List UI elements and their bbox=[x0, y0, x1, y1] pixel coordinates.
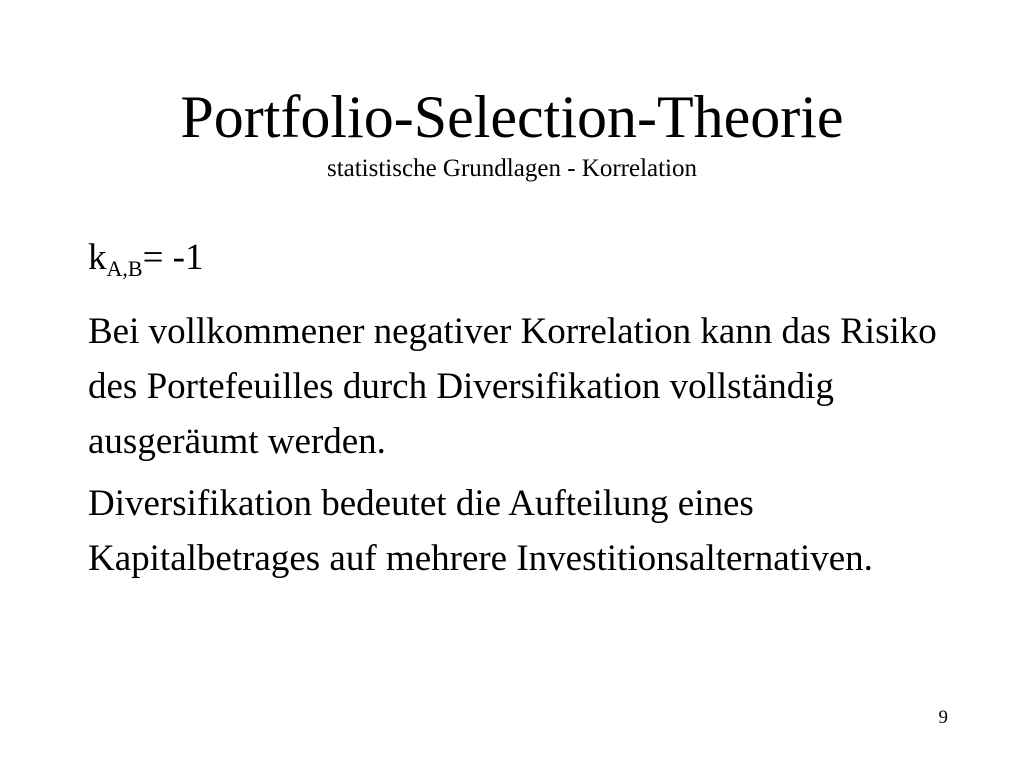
slide-body bbox=[88, 232, 968, 586]
paragraph-negative-correlation: Bei vollkommener negativer Korrelation kann das Risiko des Portefeuilles durch Diversifikation vollständig ausgeräumt werden. bbox=[88, 311, 937, 462]
correlation-formula bbox=[88, 232, 968, 284]
formula-symbol: k bbox=[88, 237, 107, 278]
formula-value: = -1 bbox=[142, 237, 204, 278]
paragraph-diversification-definition: Diversifikation bedeutet die Aufteilung eines Kapitalbetrages auf mehrere Investitionsalternativen. bbox=[88, 483, 873, 579]
page-number: 9 bbox=[938, 707, 948, 728]
slide-subtitle: statistische Grundlagen - Korrelation bbox=[326, 155, 698, 182]
formula-subscript: A,B bbox=[106, 256, 143, 281]
title-block bbox=[0, 82, 1024, 184]
slide-title: Portfolio-Selection-Theorie bbox=[180, 84, 844, 150]
